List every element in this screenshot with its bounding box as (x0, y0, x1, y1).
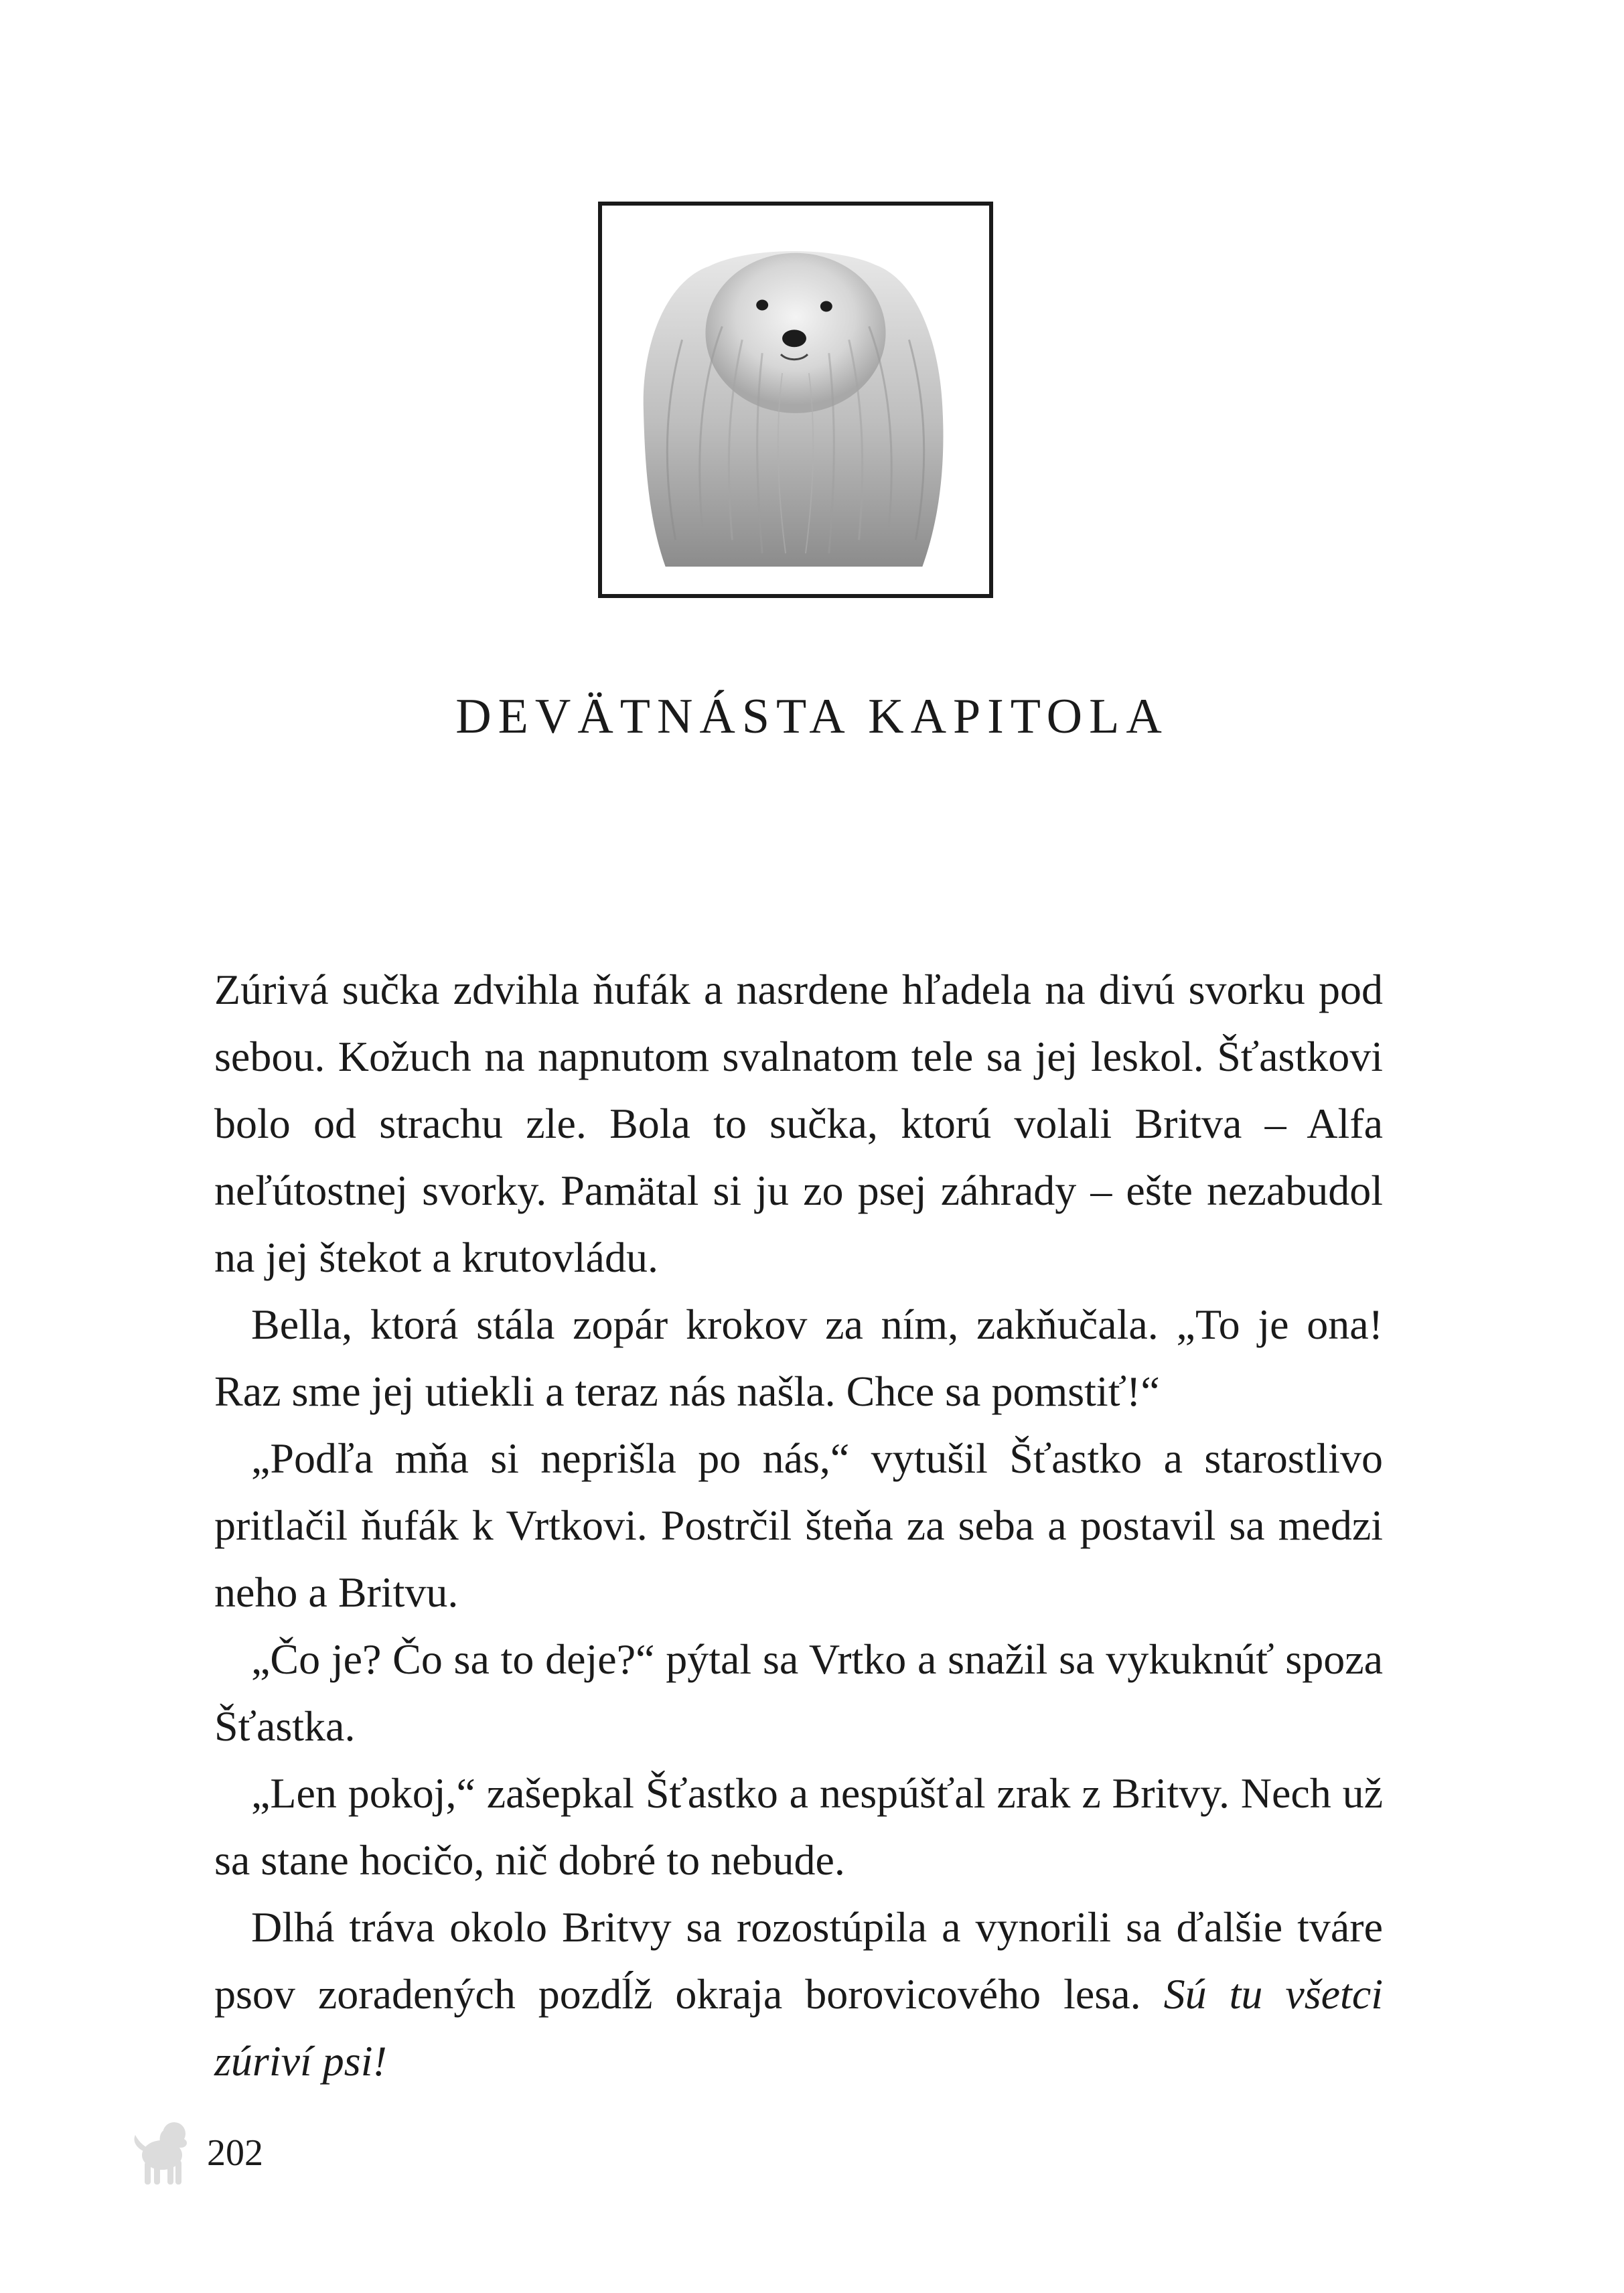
chapter-illustration (598, 202, 993, 598)
italic-emphasis: Sú tu všetci zúriví psi! (214, 1970, 1384, 2085)
chapter-title: DEVÄTNÁSTA KAPITOLA (455, 689, 1169, 744)
chapter-body (214, 956, 1383, 2095)
paragraph: „Podľa mňa si neprišla po nás,“ vytušil Šťastko a starostlivo pritlačil ňufák k Vrtkovi. Postrčil šteňa za seba a postavil sa medzi neho a Britvu. (214, 1434, 1383, 1616)
paragraph: „Čo je? Čo sa to deje?“ pýtal sa Vrtko a snažil sa vykuknúť spoza Šťastka. (214, 1635, 1383, 1750)
paragraph: Bella, ktorá stála zopár krokov za ním, zakňučala. „To je ona! Raz sme jej utiekli a teraz nás našla. Chce sa pomstiť!“ (214, 1301, 1383, 1415)
page-footer (127, 2116, 263, 2190)
maltese-dog-portrait (602, 206, 989, 594)
dog-silhouette-icon (127, 2116, 198, 2190)
paragraph-text: Dlhá tráva okolo Britvy sa rozostúpila a vynorili sa ďalšie tváre psov zoradených pozdĺž okraja borovicového lesa. (214, 1903, 1383, 2018)
paragraph (214, 1894, 1383, 2095)
page-number: 202 (207, 2132, 263, 2174)
paragraph: Zúrivá sučka zdvihla ňufák a nasrdene hľadela na divú svorku pod sebou. Kožuch na napnutom svalnatom tele sa jej leskol. Šťastkovi bolo od strachu zle. Bola to sučka, ktorú volali Britva – Alfa neľútostnej svorky. Pamätal si ju zo psej záhrady – ešte nezabudol na jej štekot a krutovládu. (214, 966, 1383, 1281)
paragraph: „Len pokoj,“ zašepkal Šťastko a nespúšťal zrak z Britvy. Nech už sa stane hocičo, nič dobré to nebude. (214, 1769, 1383, 1884)
